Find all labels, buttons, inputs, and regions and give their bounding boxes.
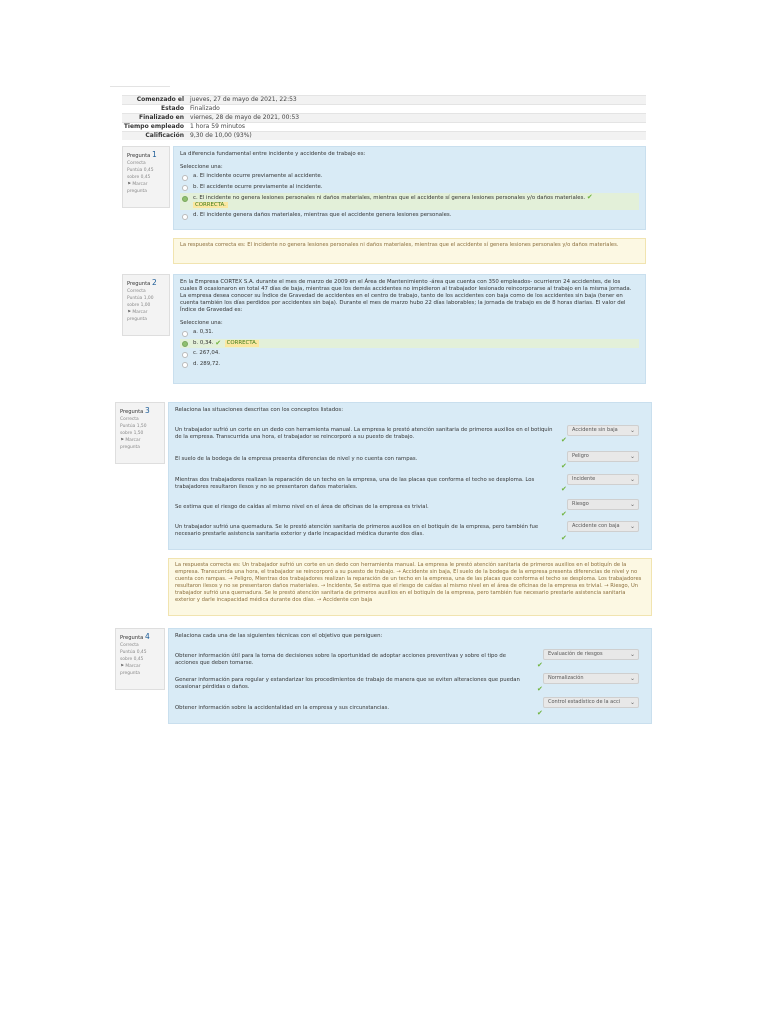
match-text: Obtener información sobre la accidentalidad en la empresa y sus circunstancias. — [175, 705, 390, 711]
answer-option[interactable]: d. El incidente genera daños materiales, mientras que el accidente genera lesiones personales. — [180, 211, 639, 221]
match-select[interactable]: Evaluación de riesgos ⌄ — [543, 649, 639, 660]
radio-button[interactable] — [182, 214, 188, 220]
question-state: Correcta — [120, 643, 139, 648]
correct-label: CORRECTA. — [195, 202, 226, 208]
summary-row: Calificación 9,30 de 10,00 (93%) — [122, 131, 646, 140]
match-select[interactable]: Normalización ⌄ — [543, 673, 639, 684]
summary-row: Finalizado en viernes, 28 de mayo de 2021, 00:53 — [122, 113, 646, 122]
match-text: Se estima que el riesgo de caídas al mismo nivel en el área de oficinas de la empresa es trivial. — [175, 504, 429, 510]
question-3-info — [115, 402, 165, 464]
check-icon: ✔ — [561, 485, 567, 493]
question-points: Puntúa 1,50 sobre 1,50 — [120, 424, 147, 436]
question-2-info — [122, 274, 170, 336]
match-select[interactable]: Accidente con baja ⌄ — [567, 521, 639, 532]
question-number: Pregunta 4 — [120, 632, 150, 641]
radio-button[interactable] — [182, 362, 188, 368]
check-icon: ✔ — [537, 661, 543, 669]
flag-question-link[interactable]: ⚑ Marcar pregunta — [127, 182, 148, 194]
answer-option[interactable]: b. El accidente ocurre previamente al incidente. — [180, 183, 639, 193]
chevron-down-icon: ⌄ — [629, 651, 635, 658]
question-state: Correcta — [127, 161, 146, 166]
flag-question-link[interactable]: ⚑ Marcar pregunta — [120, 664, 141, 676]
radio-button[interactable] — [182, 185, 188, 191]
match-text: Generar información para regular y estandarizar los procedimientos de trabajo de manera que se eviten alteraciones que puedan ocasionar pérdidas o daños. — [175, 677, 520, 690]
question-points: Puntúa 0,45 sobre 0,45 — [120, 650, 147, 662]
question-number: Pregunta 2 — [127, 278, 157, 287]
radio-button[interactable] — [182, 175, 188, 181]
flag-icon: ⚑ — [120, 664, 124, 669]
check-icon: ✔ — [215, 338, 222, 347]
question-stem: En la Empresa CORTEX S.A. durante el mes de marzo de 2009 en el Área de Mantenimiento -área que cuenta con 350 empleados- ocurrieron 24 accidentes, de los cuales 8 ocasionaron en total 47 días de baja, mientras que los demás accidentes no impidieron al trabajador lesionado reincorporarse al trabajo en la misma jornada. La empresa desea conocer su Índice de Gravedad de accidentes en el centro de trabajo, tanto de los accidentes con baja como de los accidentes sin baja (tener en cuenta también los días perdidos por accidentes sin baja). Durante el mes de marzo hubo 22 días laborables; la jornada de trabajo es de 8 horas diarias. El valor del Índice de Gravedad es: — [180, 279, 632, 313]
question-1-body — [173, 146, 646, 230]
question-points: Puntúa 1,00 sobre 1,00 — [127, 296, 154, 308]
question-3-feedback: La respuesta correcta es: Un trabajador sufrió un corte en un dedo con herramienta manual. La empresa le prestó atención sanitaria de primeros auxilios en el botiquín de la empresa. Transcurrida una hora, el trabajador se reincorporó a su puesto de trabajo. → Accidente sin baja, El suelo de la bodega de la empresa presenta diferencias de nivel y no cuenta con rampas. → Peligro, Mientras dos trabajadores realizan la reparación de un techo en la empresa, una de las placas que conforma el techo se desploma. Los trabajadores resultaron ilesos y no se presentaron daños materiales. → Incidente, Se estima que el riesgo de caídas al mismo nivel en el área de oficinas de la empresa es trivial. → Riesgo, Un trabajador sufrió una quemadura. Se le prestó atención sanitaria de primeros auxilios en el botiquín de la empresa, pero también fue necesario prestarle asistencia sanitaria exterior y darle incapacidad médica durante dos días. → Accidente con baja — [168, 558, 652, 616]
question-3-body — [168, 402, 652, 550]
question-points: Puntúa 0,45 sobre 0,45 — [127, 168, 154, 180]
match-row — [175, 455, 645, 475]
match-text: Un trabajador sufrió un corte en un dedo con herramienta manual. La empresa le prestó atención sanitaria de primeros auxilios en el botiquín de la empresa. Transcurrida una hora, el trabajador se reincorporó a su puesto de trabajo. — [175, 427, 553, 440]
match-row — [175, 699, 645, 721]
radio-button[interactable] — [182, 341, 188, 347]
match-row — [175, 653, 645, 675]
chevron-down-icon: ⌄ — [629, 523, 635, 530]
chevron-down-icon: ⌄ — [629, 476, 635, 483]
answer-option-selected[interactable]: c. El incidente no genera lesiones personales ni daños materiales, mientras que el accidente sí genera lesiones personales y/o daños materiales. ✔ CORRECTA. — [180, 193, 639, 210]
match-row — [175, 475, 645, 499]
check-icon: ✔ — [537, 685, 543, 693]
chevron-down-icon: ⌄ — [629, 453, 635, 460]
question-2-body — [173, 274, 646, 384]
answer-option[interactable]: a. El incidente ocurre previamente al accidente. — [180, 172, 639, 182]
answer-option[interactable]: a. 0,31. — [180, 328, 639, 338]
match-text: Un trabajador sufrió una quemadura. Se le prestó atención sanitaria de primeros auxilios en el botiquín de la empresa, pero también fue necesario prestarle asistencia sanitaria exterior y darle incapacidad médica durante dos días. — [175, 524, 539, 537]
summary-row: Estado Finalizado — [122, 104, 646, 113]
chevron-down-icon: ⌄ — [629, 699, 635, 706]
match-select[interactable]: Riesgo ⌄ — [567, 499, 639, 510]
match-select[interactable]: Peligro ⌄ — [567, 451, 639, 462]
match-select[interactable]: Incidente ⌄ — [567, 474, 639, 485]
check-icon: ✔ — [537, 709, 543, 717]
match-row — [175, 501, 645, 521]
check-icon: ✔ — [561, 436, 567, 444]
match-text: Obtener información útil para la toma de decisiones sobre la oportunidad de adoptar acciones preventivas y sobre el tipo de acciones que deben tomarse. — [175, 653, 506, 666]
attempt-summary-table — [122, 95, 646, 140]
match-select[interactable]: Control estadístico de la acci ⌄ — [543, 697, 639, 708]
question-number: Pregunta 1 — [127, 150, 157, 159]
radio-button[interactable] — [182, 352, 188, 358]
summary-row: Comenzado el jueves, 27 de mayo de 2021, 22:53 — [122, 95, 646, 104]
correct-label: CORRECTA. — [226, 339, 258, 346]
flag-icon: ⚑ — [120, 438, 124, 443]
flag-icon: ⚑ — [127, 182, 131, 187]
question-4-body — [168, 628, 652, 724]
question-1-feedback: La respuesta correcta es: El incidente no genera lesiones personales ni daños materiales, mientras que el accidente sí genera lesiones personales y/o daños materiales. — [173, 238, 646, 264]
radio-button[interactable] — [182, 196, 188, 202]
top-divider — [110, 86, 170, 87]
question-stem: Relaciona cada una de las siguientes técnicas con el objetivo que persiguen: — [175, 633, 383, 639]
chevron-down-icon: ⌄ — [629, 501, 635, 508]
question-stem: La diferencia fundamental entre incidente y accidente de trabajo es: — [180, 151, 366, 157]
answer-prompt: Seleccione una: — [180, 164, 223, 170]
answer-option[interactable]: d. 289,72. — [180, 360, 639, 370]
match-row — [175, 427, 645, 451]
question-stem: Relaciona las situaciones descritas con los conceptos listados: — [175, 407, 344, 413]
flag-icon: ⚑ — [127, 310, 131, 315]
match-row — [175, 677, 645, 699]
check-icon: ✔ — [561, 534, 567, 542]
radio-button[interactable] — [182, 331, 188, 337]
question-number: Pregunta 3 — [120, 406, 150, 415]
chevron-down-icon: ⌄ — [629, 675, 635, 682]
flag-question-link[interactable]: ⚑ Marcar pregunta — [120, 438, 141, 450]
answer-option-selected[interactable]: b. 0,34. ✔ CORRECTA. — [180, 339, 639, 349]
flag-question-link[interactable]: ⚑ Marcar pregunta — [127, 310, 148, 322]
question-state: Correcta — [127, 289, 146, 294]
chevron-down-icon: ⌄ — [629, 427, 635, 434]
check-icon: ✔ — [561, 462, 567, 470]
question-state: Correcta — [120, 417, 139, 422]
match-row — [175, 521, 645, 545]
check-icon: ✔ — [586, 193, 593, 201]
summary-row: Tiempo empleado 1 hora 59 minutos — [122, 122, 646, 131]
check-icon: ✔ — [561, 510, 567, 518]
question-4-info — [115, 628, 165, 690]
answer-option[interactable]: c. 267,04. — [180, 349, 639, 359]
answer-prompt: Seleccione una: — [180, 320, 223, 326]
match-select[interactable]: Accidente sin baja ⌄ — [567, 425, 639, 436]
match-text: El suelo de la bodega de la empresa presenta diferencias de nivel y no cuenta con rampas. — [175, 456, 418, 462]
question-1-info — [122, 146, 170, 208]
match-text: Mientras dos trabajadores realizan la reparación de un techo en la empresa, una de las placas que conforma el techo se desploma. Los trabajadores resultaron ilesos y no se presentaron daños materiales. — [175, 477, 535, 490]
